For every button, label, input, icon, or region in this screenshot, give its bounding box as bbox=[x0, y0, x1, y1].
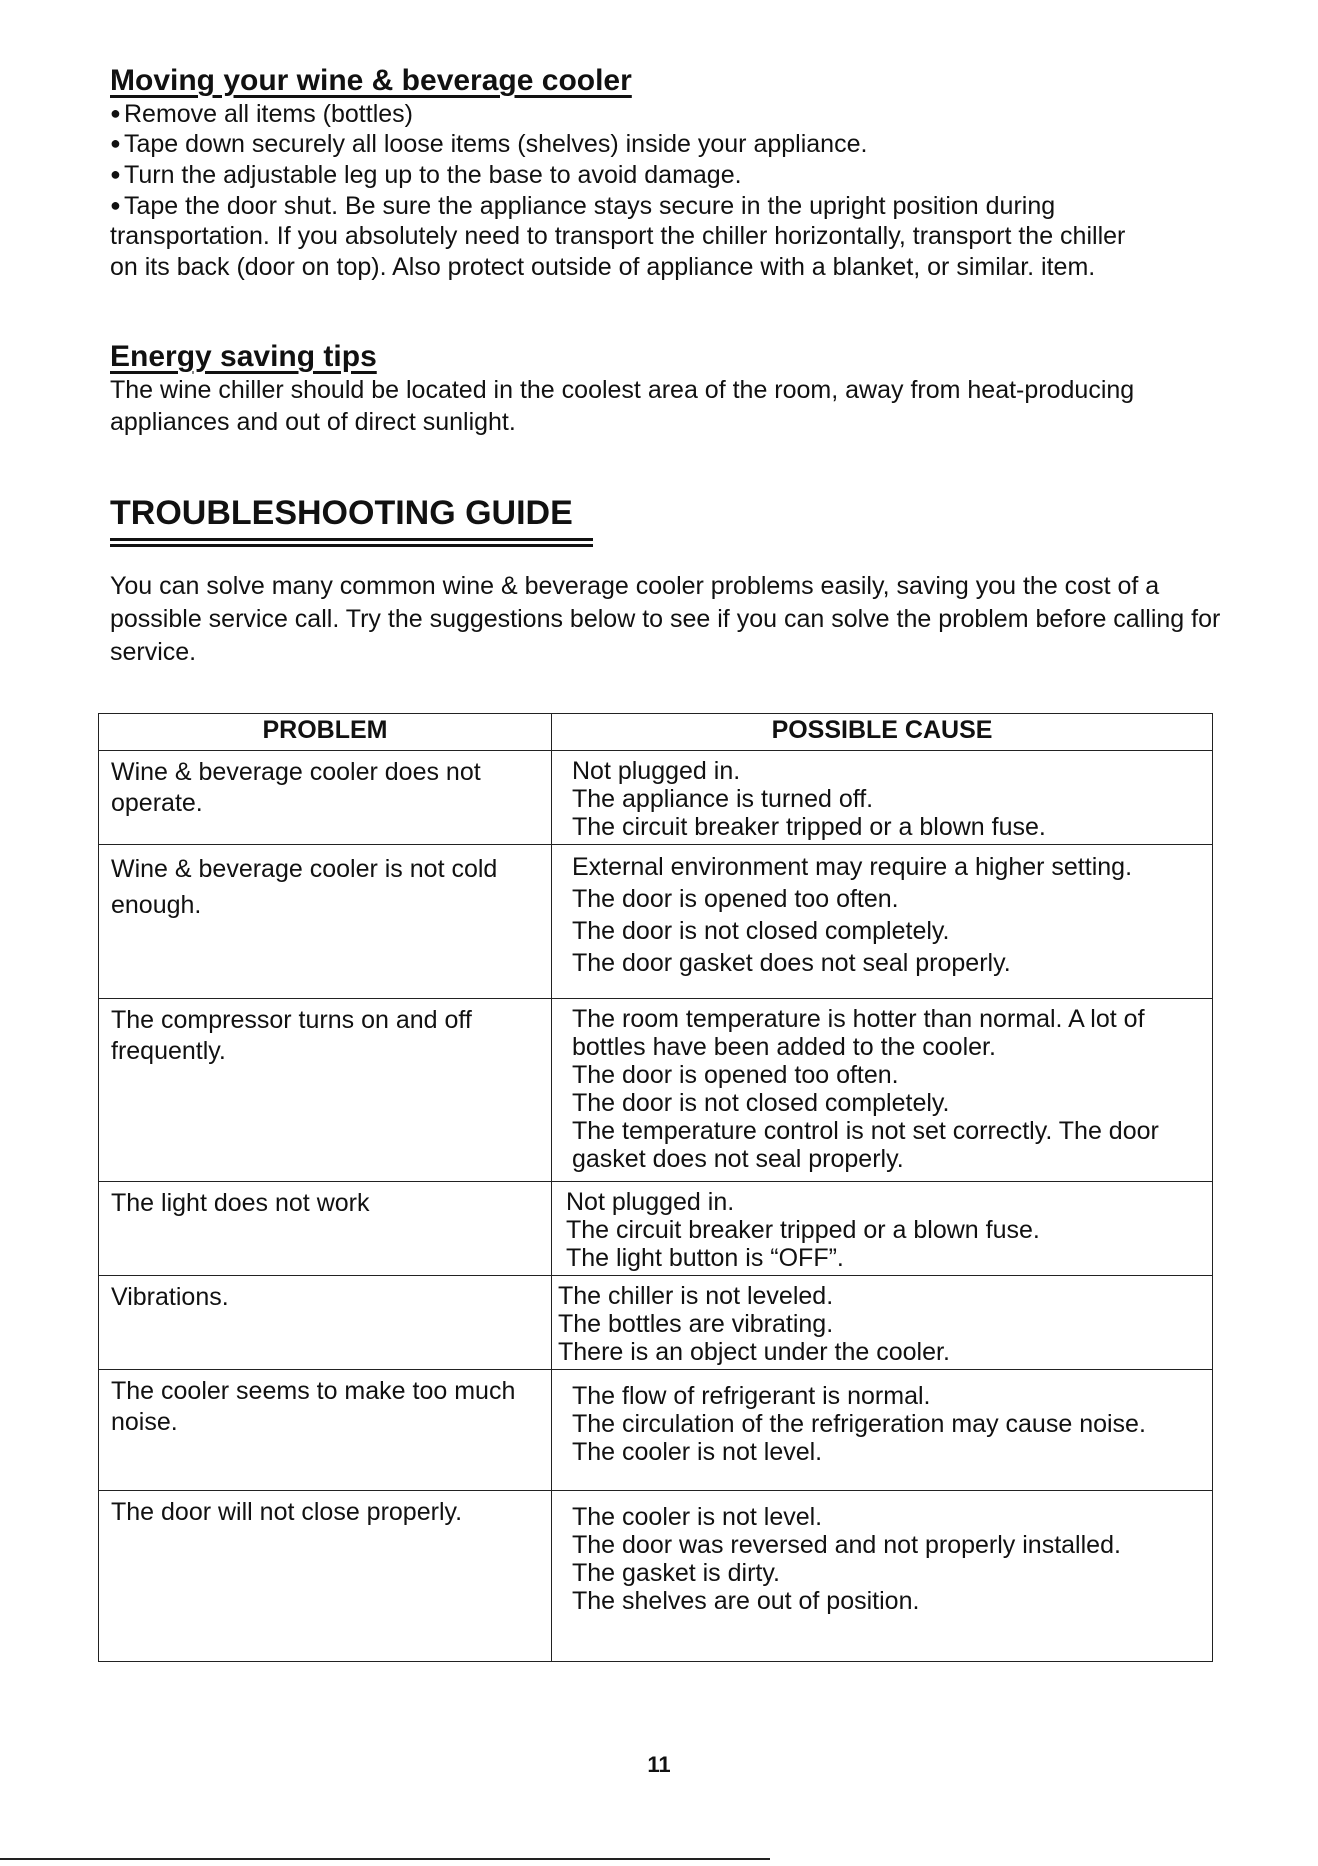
footer-rule bbox=[0, 1858, 770, 1860]
cause-line: gasket does not seal properly. bbox=[572, 1145, 904, 1173]
moving-bullet: ● Tape down securely all loose items (shelves) inside your appliance. bbox=[110, 130, 868, 158]
cause-line: The circuit breaker tripped or a blown fuse. bbox=[572, 813, 1046, 841]
table-row bbox=[99, 1491, 1213, 1662]
cause-line: External environment may require a higher setting. bbox=[572, 853, 1133, 881]
cause-header: POSSIBLE CAUSE bbox=[552, 714, 1213, 751]
guide-intro: You can solve many common wine & beverage cooler problems easily, saving you the cost of a possible service call. Try the suggestions below to see if you can solve the problem before calling for service. bbox=[110, 572, 1221, 666]
cause-line: The temperature control is not set correctly. The door bbox=[572, 1117, 1159, 1145]
page-number: 11 bbox=[647, 1752, 671, 1777]
cause-line: The chiller is not leveled. bbox=[558, 1282, 834, 1310]
cause-cell bbox=[552, 1182, 1213, 1276]
cause-line: Not plugged in. bbox=[572, 757, 741, 785]
cause-cell bbox=[552, 1370, 1213, 1491]
cause-line: The door gasket does not seal properly. bbox=[572, 949, 1011, 977]
cause-cell bbox=[552, 845, 1213, 999]
bullet-icon: ● bbox=[110, 195, 121, 215]
cause-line: The door is not closed completely. bbox=[572, 917, 950, 945]
cause-line: The door is not closed completely. bbox=[572, 1089, 950, 1117]
problem-cell: The compressor turns on and off frequently. bbox=[99, 999, 552, 1182]
cause-line: The circuit breaker tripped or a blown fuse. bbox=[566, 1216, 1040, 1244]
problem-cell: The light does not work bbox=[99, 1182, 552, 1276]
problem-cell: Wine & beverage cooler does not operate. bbox=[99, 751, 552, 845]
moving-bullet: ● Tape the door shut. Be sure the appliance stays secure in the upright position during bbox=[110, 192, 1056, 220]
energy-text-line: appliances and out of direct sunlight. bbox=[110, 408, 516, 436]
cause-line: There is an object under the cooler. bbox=[558, 1338, 950, 1366]
problem-cell: The door will not close properly. bbox=[99, 1491, 552, 1662]
cause-line: The flow of refrigerant is normal. bbox=[572, 1382, 931, 1410]
table-row bbox=[99, 999, 1213, 1182]
problem-cell: Wine & beverage cooler is not cold enough. bbox=[99, 845, 552, 999]
cause-line: The room temperature is hotter than normal. A lot of bbox=[572, 1005, 1145, 1033]
moving-bullet: ● Remove all items (bottles) bbox=[110, 100, 413, 128]
cause-cell bbox=[552, 999, 1213, 1182]
cause-line: bottles have been added to the cooler. bbox=[572, 1033, 996, 1061]
cause-line: The shelves are out of position. bbox=[572, 1587, 920, 1615]
cause-line: The cooler is not level. bbox=[572, 1503, 823, 1531]
problem-header: PROBLEM bbox=[99, 714, 552, 751]
bullet-icon: ● bbox=[110, 103, 121, 123]
moving-text-line: on its back (door on top). Also protect outside of appliance with a blanket, or similar. item. bbox=[110, 253, 1096, 281]
table-row bbox=[99, 1276, 1213, 1370]
cause-line: The appliance is turned off. bbox=[572, 785, 874, 813]
cause-line: The gasket is dirty. bbox=[572, 1559, 780, 1587]
cause-line: Not plugged in. bbox=[566, 1188, 735, 1216]
cause-line: The cooler is not level. bbox=[572, 1438, 823, 1466]
guide-title: TROUBLESHOOTING GUIDE bbox=[110, 494, 573, 532]
energy-text-line: The wine chiller should be located in the coolest area of the room, away from heat-producing bbox=[110, 376, 1135, 404]
cause-line: The door was reversed and not properly installed. bbox=[572, 1531, 1121, 1559]
table-header-row bbox=[99, 714, 1213, 751]
moving-bullet: ● Turn the adjustable leg up to the base to avoid damage. bbox=[110, 161, 742, 189]
table-row bbox=[99, 1370, 1213, 1491]
cause-line: The door is opened too often. bbox=[572, 885, 899, 913]
table-row bbox=[99, 845, 1213, 999]
cause-cell bbox=[552, 1491, 1213, 1662]
cause-cell bbox=[552, 751, 1213, 845]
troubleshooting-table bbox=[98, 713, 1213, 1662]
cause-line: The bottles are vibrating. bbox=[558, 1310, 834, 1338]
bullet-icon: ● bbox=[110, 164, 121, 184]
cause-cell bbox=[552, 1276, 1213, 1370]
title-double-underline bbox=[110, 544, 593, 547]
cause-line: The door is opened too often. bbox=[572, 1061, 899, 1089]
problem-cell: The cooler seems to make too much noise. bbox=[99, 1370, 552, 1491]
moving-text-line: transportation. If you absolutely need to transport the chiller horizontally, transport the chiller bbox=[110, 222, 1126, 250]
table-row bbox=[99, 1182, 1213, 1276]
title-underline bbox=[110, 538, 593, 541]
cause-line: The circulation of the refrigeration may cause noise. bbox=[572, 1410, 1146, 1438]
problem-cell: Vibrations. bbox=[99, 1276, 552, 1370]
cause-line: The light button is “OFF”. bbox=[566, 1244, 844, 1272]
table-row bbox=[99, 751, 1213, 845]
bullet-icon: ● bbox=[110, 133, 121, 153]
energy-heading: Energy saving tips bbox=[110, 340, 377, 373]
moving-heading: Moving your wine & beverage cooler bbox=[110, 64, 632, 97]
